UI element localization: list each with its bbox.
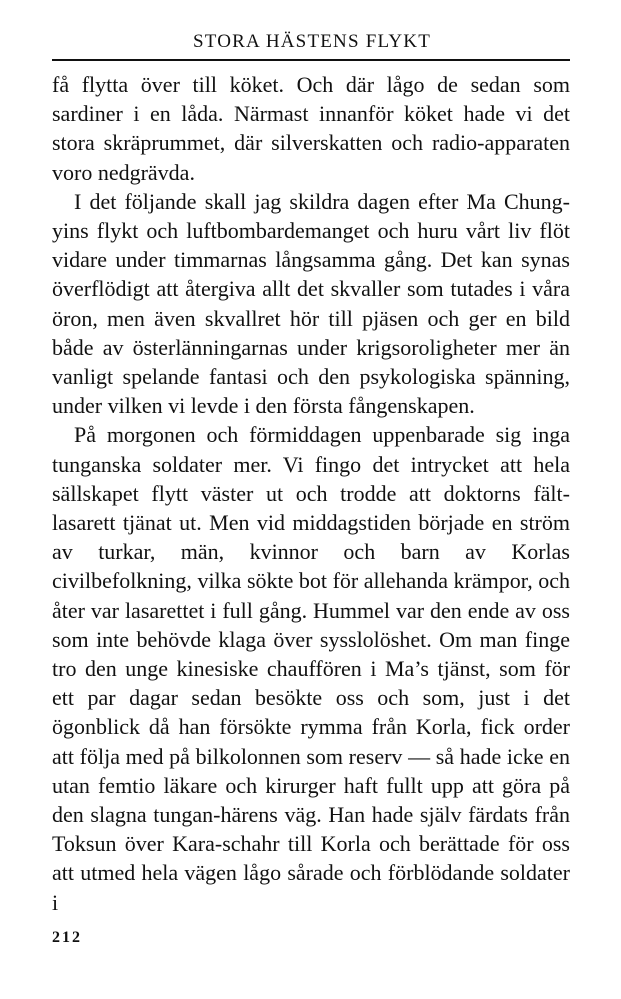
paragraph: I det följande skall jag skildra dagen efter Ma Chung-yins flykt och luftbombardemanget och huru vårt liv flöt vidare under timmarnas långsamma gång. Det kan synas överflödigt att återgiva allt det skvaller som tutades i våra öron, men även skvallret hör till pjäsen och ger en bild både av österlänningarnas under krigsoroligheter mer än vanligt spelande fantasi och den psykologiska spänning, under vilken vi levde i den första fångenskapen.: [52, 188, 570, 419]
running-title: STORA HÄSTENS FLYKT: [192, 31, 432, 52]
paragraph: få flytta över till köket. Och där lågo de sedan som sardiner i en låda. Närmast innanför köket hade vi det stora skräprummet, där silverskatten och radio-apparaten voro nedgrävda.: [52, 72, 570, 185]
page-number: 212: [52, 929, 82, 946]
header-rule: [52, 59, 570, 61]
paragraph: På morgonen och förmiddagen uppenbarade sig inga tunganska soldater mer. Vi fingo det intrycket att hela sällskapet flytt väster ut och trodde att doktorns fält-lasarett tjänat ut. Men vid middagstiden började en ström av turkar, män, kvinnor och barn av Korlas civilbefolkning, vilka sökte bot för allehanda krämpor, och åter var lasarettet i full gång. Hummel var den ende av oss som inte behövde klaga över sysslolöshet. Om man finge tro den unge kinesiske chauffören i Ma’s tjänst, som för ett par dagar sedan besökte oss och som, just i det ögonblick då han försökte rymma från Korla, fick order att följa med på bilkolonnen som reserv — så hade icke en utan femtio läkare och kirurger haft fullt upp att göra på den slagna tungan-härens väg. Han hade själv färdats från Toksun över Kara-schahr till Korla och berättade för oss att utmed hela vägen lågo sårade och förblödande soldater i: [52, 422, 570, 915]
body-text: [52, 70, 570, 917]
